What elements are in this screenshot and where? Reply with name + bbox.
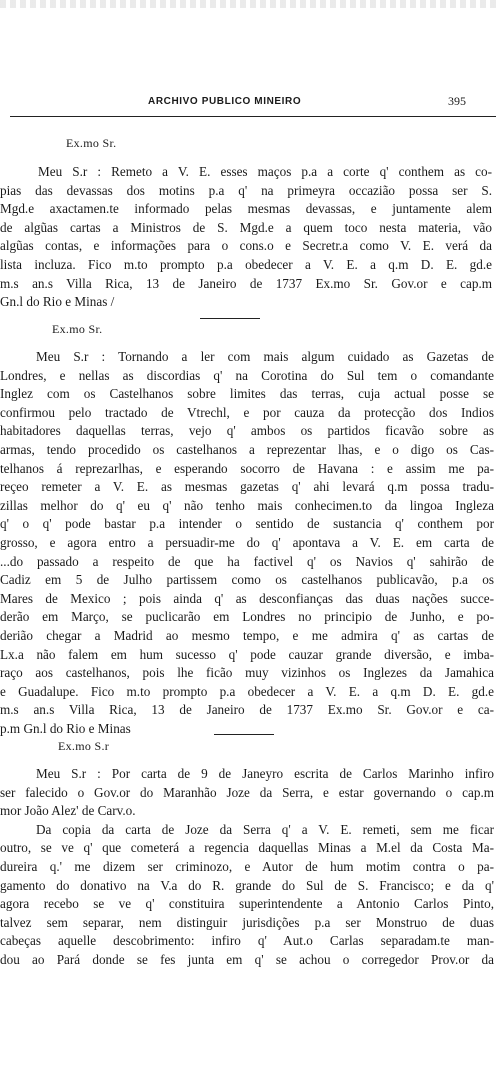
letter-1-line: Gn.l do Rio e Minas / — [0, 294, 115, 310]
letter-2-line: Inglez com os Castelhanos sobre limites das terras, cuja actual posse se — [0, 386, 494, 402]
letter-1-body — [0, 163, 498, 312]
letter-2-line: q' o q' pode bastar p.a intender o sentido de sustancia q' conthem por — [0, 516, 494, 532]
letter-2-line: zillas melhor do q' eu q' não tenho mais conhecimen.to da lingoa Ingleza — [0, 497, 494, 513]
letter-2-line: ...do passado a respeito de que ha factivel q' os Navios q' sahirão de — [0, 553, 494, 569]
letter-1-line: Mgd.e axactamen.te informado pelas mesmas devassas, e juntamente alem — [0, 201, 492, 217]
letter-1-line: Meu S.r : Remeto a V. E. esses maços p.a a corte q' conthem as co- — [38, 164, 492, 179]
letter-3-line: agora recebo se ve q' constituira superintendente a Antonio Carlos Pinto, — [0, 896, 494, 912]
letter-3-line: gamento do donativo na V.a do R. grande do Sul de S. Francisco; e da q' — [0, 877, 494, 893]
page-number: 395 — [448, 94, 466, 108]
letter-3-line: mor João Alez' de Carv.o. — [0, 803, 136, 819]
header-rule — [10, 116, 496, 117]
letter-3-line: dou ao Pará donde se fes junta em q' se achou o corregedor Prov.or da — [0, 951, 494, 967]
letter-2-line: derião chegar a Madrid ao mesmo tempo, e me admira q' as cartas de — [0, 627, 494, 643]
letter-2-line: Meu S.r : Tornando a ler com mais algum cuidado as Gazetas de — [36, 349, 494, 364]
letter-1-line: pias das devassas dos motins p.a q' na primeyra occazião possa ser S. — [0, 182, 492, 198]
letter-2-line: derão em Março, se puclicarão em Londres no principio de Junho, e po- — [0, 609, 494, 625]
letter-2-line: habitadores daquellas terras, vejo q' ambos os partidos ficavão sobre as — [0, 423, 494, 439]
letter-3-line: ser falecido o Gov.or do Maranhão Joze da Serra, e estar governando o cap.m — [0, 784, 494, 800]
letter-2-line: grosso, e agora entro a persuadir-me do q' apontava a V. E. em carta de — [0, 534, 494, 550]
letter-3-line: outro, se ve q' que cometerá a regencia daquellas Minas a M.el da Costa Ma- — [0, 840, 494, 856]
letter-2-line: Mares de Mexico ; pois ainda q' as desconfianças das duas nações succe- — [0, 590, 494, 606]
letter-2-line: raço aos castelhanos, pois lhe ficão muy vizinhos os Inglezes da Jamahica — [0, 665, 494, 681]
letter-3-line: Da copia da carta de Joze da Serra q' a V. E. remeti, sem me ficar — [36, 821, 494, 837]
letter-2-line: Lx.a não falem em hum sucesso q' pode cauzar grande diversão, e imba- — [0, 646, 494, 662]
letter-2-line: telhanos á reprezarlhas, e esperando socorro de Havana : e assim me pa- — [0, 460, 494, 476]
letter-2-salutation: Ex.mo Sr. — [52, 322, 103, 336]
letter-2-line: m.s an.s Villa Rica, 13 de Janeiro de 1737 Ex.mo Sr. Gov.or e ca- — [0, 702, 494, 718]
letter-1-line: m.s an.s Villa Rica, 13 de Janeiro de 1737 Ex.mo Sr. Gov.or e cap.m — [0, 275, 492, 291]
letter-2-line: reçeo remeter a V. E. as mesmas gazetas q' ahi levará q.m possa tradu- — [0, 479, 494, 495]
letter-3-body — [0, 765, 498, 970]
letter-2-line: e Guadalupe. Fico m.to prompto p.a obedecer a V. E. a q.m D. E. gd.e — [0, 683, 494, 699]
letter-2-line: Cadiz em 5 de Julho partissem como os castelhanos publicavão, p.a os — [0, 572, 494, 588]
running-head — [0, 94, 498, 112]
running-title: ARCHIVO PUBLICO MINEIRO — [148, 96, 302, 107]
letter-3-line: Meu S.r : Por carta de 9 de Janeyro escrita de Carlos Marinho infiro — [36, 766, 494, 781]
letter-2-line: Londres, e nellas as discordias q' na Corotina do Sul tem o comandante — [0, 367, 494, 383]
letter-3-line: talvez sem separar, nem distinguir jurisdições p.a ser Monstruo de duas — [0, 914, 494, 930]
letter-2-body — [0, 348, 498, 738]
letter-2-line: armas, tendo procedido os castelhanos a reprezentar lhas, e o digo os Cas- — [0, 441, 494, 457]
letter-1-line: lista incluza. Fico m.to prompto p.a obedecer a V. E. a q.m D. E. gd.e — [0, 256, 492, 272]
letter-separator — [200, 318, 260, 319]
letter-1-salutation: Ex.mo Sr. — [66, 136, 117, 150]
letter-1-line: de algũas cartas a Ministros de S. Mgd.e a quem toco nesta materia, vão — [0, 219, 492, 235]
letter-1-line: algũas contas, e informações para o cons.o e Secretr.a como V. E. verá da — [0, 238, 492, 254]
letter-3-line: dureira q.' me dizem ser criminozo, e Autor de hum motim contra o pa- — [0, 858, 494, 874]
letter-2-line: confirmou pelo tractado de Vtrechl, e por cauza da protecção dos Indios — [0, 404, 494, 420]
letter-separator — [214, 734, 274, 735]
letter-3-line: cabeças aquelle descobrimento: infiro q' Aut.o Carlas separadam.te man- — [0, 933, 494, 949]
letter-3-salutation: Ex.mo S.r — [58, 739, 110, 753]
page-top-edge — [0, 0, 498, 8]
letter-2-line: p.m Gn.l do Rio e Minas — [0, 720, 131, 736]
